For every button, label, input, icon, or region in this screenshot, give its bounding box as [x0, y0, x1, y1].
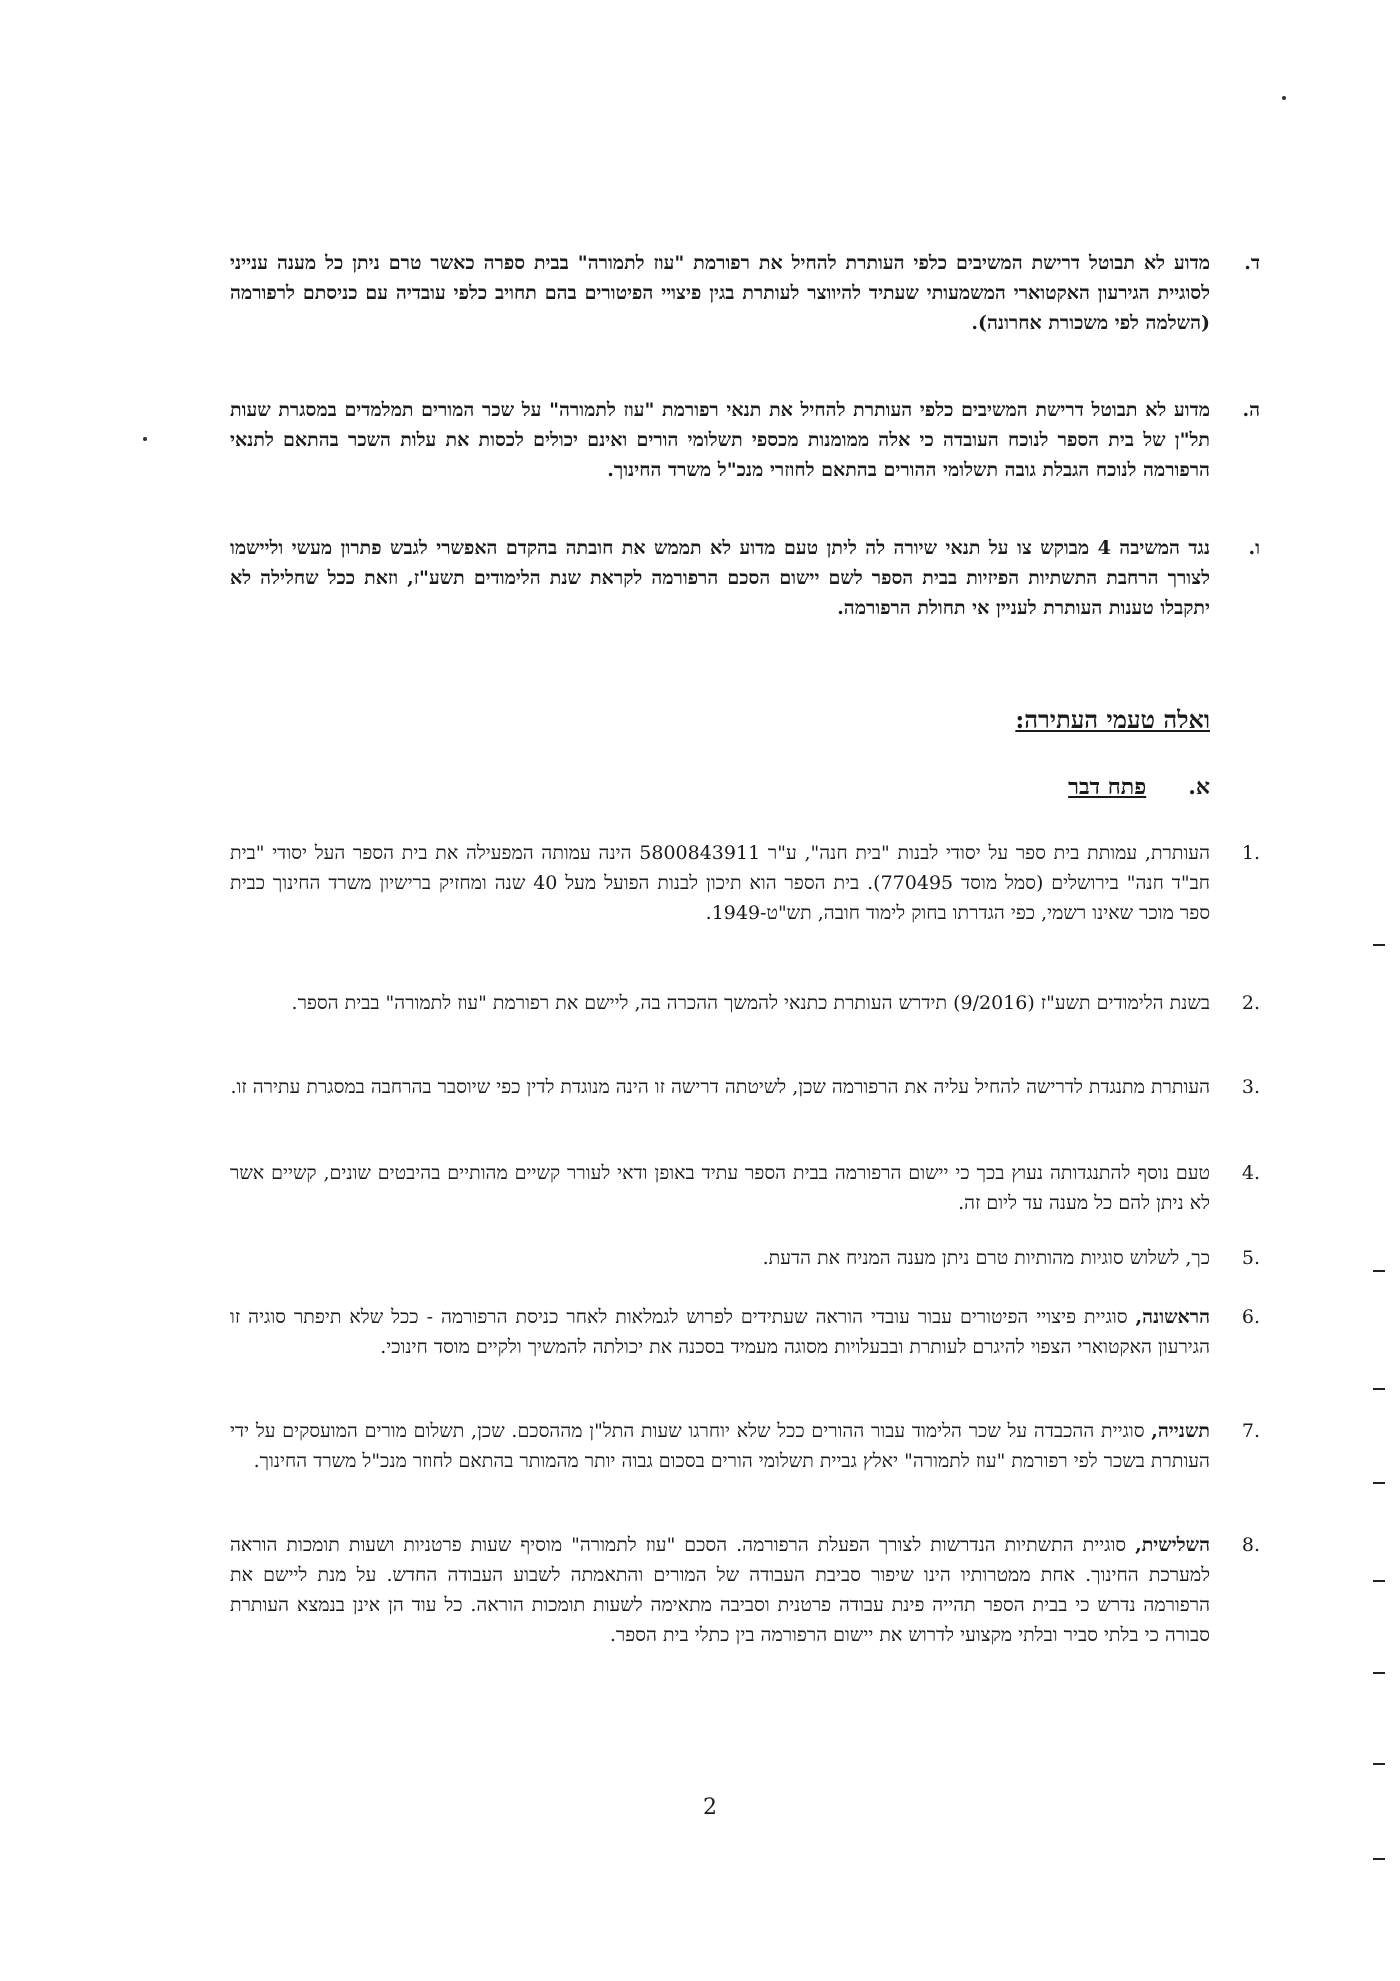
section-heading [1068, 774, 1210, 800]
margin-tick [1373, 1672, 1385, 1674]
main-heading: ואלה טעמי העתירה: [1015, 705, 1210, 734]
scan-speck [1282, 96, 1286, 100]
paragraph-lead: הראשונה, [1135, 1306, 1210, 1328]
paragraph-number: .4 [1241, 1162, 1260, 1184]
margin-tick [1373, 944, 1385, 946]
margin-tick [1373, 1388, 1385, 1390]
paragraph [230, 1158, 1260, 1218]
paragraph [230, 1416, 1260, 1476]
request-item [230, 395, 1260, 485]
paragraph [230, 988, 1260, 1018]
paragraph-text: כך, לשלוש סוגיות מהותיות טרם ניתן מענה המניח את הדעת. [762, 1247, 1210, 1269]
scan-speck [143, 437, 147, 441]
paragraph-text: העותרת מתנגדת לדרישה להחיל עליה את הרפורמה שכן, לשיטתה דרישה זו הינה מנוגדת לדין כפי שיוסבר בהרחבה במסגרת עתירה זו. [230, 1076, 1210, 1098]
request-text: מדוע לא תבוטל דרישת המשיבים כלפי העותרת להחיל את תנאי רפורמת "עוז לתמורה" על שכר המורים תמלמדים במסגרת שעות תל"ן של בית הספר לנוכח העובדה כי אלה ממומנות מכספי תשלומי הורים ואינם יכולים לכסות את עלות השכר בהתאם לתנאי הרפורמה לנוכח הגבלת גובה תשלומי ההורים בהתאם לחוזרי מנכ"ל משרד החינוך. [230, 399, 1210, 481]
request-text: מדוע לא תבוטל דרישת המשיבים כלפי העותרת להחיל את רפורמת "עוז לתמורה" בבית ספרה כאשר טרם ניתן כל מענה ענייני לסוגיית הגירעון האקטוארי המשמעותי שעתיד להיווצר לעותרת בגין פיצויי הפיטורים בהם תחויב כלפי עובדיה עם כניסתם לרפורמה (השלמה לפי משכורת אחרונה). [230, 252, 1210, 334]
paragraph-text: טעם נוסף להתנגדותה נעוץ בכך כי יישום הרפורמה בבית הספר עתיד באופן ודאי לעורר קשיים מהותיים בהיבטים שונים, קשיים אשר לא ניתן להם כל מענה עד ליום זה. [230, 1162, 1210, 1214]
paragraph-number: .6 [1241, 1306, 1260, 1328]
paragraph-text: סוגיית התשתיות הנדרשות לצורך הפעלת הרפורמה. הסכם "עוז לתמורה" מוסיף שעות פרטניות ושעות תומכות הוראה למערכת החינוך. אחת ממטרותיו הינו שיפור סביבת העבודה של המורים והתאמתה לשבוע העבודה החדש. על מנת ליישם את הרפורמה נדרש כי בבית הספר תהייה פינת עבודה פרטנית וסביבה מתאימה לשעות תומכות הוראה. כל עוד הן אינן בנמצא העותרת סבורה כי בלתי סביר ובלתי מקצועי לדרוש את יישום הרפורמה בין כתלי בית הספר. [230, 1534, 1210, 1646]
request-item [230, 533, 1260, 623]
paragraph-text: סוגיית ההכבדה על שכר הלימוד עבור ההורים ככל שלא יוחרגו שעות התל"ן מההסכם. שכן, תשלום מורים המועסקים על ידי העותרת בשכר לפי רפורמת "עוז לתמורה" יאלץ גביית תשלומי הורים בסכום גבוה יותר מהמותר בהתאם לחוזר מנכ"ל משרד החינוך. [230, 1420, 1210, 1472]
paragraph-number: .2 [1241, 992, 1260, 1014]
paragraph-number: .5 [1241, 1247, 1260, 1269]
paragraph-number: .3 [1241, 1076, 1260, 1098]
page-number: 2 [703, 1795, 717, 1820]
paragraph-number: .8 [1241, 1534, 1260, 1556]
section-title: פתח דבר [1068, 774, 1147, 800]
paragraph-text: בשנת הלימודים תשע"ז (9/2016) תידרש העותרת כתנאי להמשך ההכרה בה, ליישם את רפורמת "עוז לתמורה" בבית הספר. [291, 992, 1210, 1014]
paragraph-number: .7 [1241, 1420, 1260, 1442]
paragraph-number: .1 [1241, 842, 1260, 864]
margin-tick [1373, 1763, 1385, 1765]
section-letter: א. [1188, 774, 1210, 800]
request-item [230, 248, 1260, 338]
paragraph [230, 1072, 1260, 1102]
margin-tick [1373, 1858, 1385, 1860]
request-text: נגד המשיבה 4 מבוקש צו על תנאי שיורה לה ליתן טעם מדוע לא תממש את חובתה בהקדם האפשרי לגבש פתרון מעשי וליישמו לצורך הרחבת התשתיות הפיזיות בבית הספר לשם יישום הסכם הרפורמה לקראת שנת הלימודים תשע"ז, וזאת ככל שחלילה לא יתקבלו טענות העותרת לעניין אי תחולת הרפורמה. [230, 537, 1211, 619]
request-marker: ה. [1242, 399, 1260, 421]
paragraph [230, 1302, 1260, 1362]
margin-tick [1373, 1580, 1385, 1582]
request-marker: ו. [1248, 537, 1260, 559]
paragraph-lead: תשנייה, [1151, 1420, 1210, 1442]
paragraph-text: סוגיית פיצויי הפיטורים עבור עובדי הוראה שעתידים לפרוש לגמלאות לאחר כניסת הרפורמה - ככל שלא תיפתר סוגיה זו הגירעון האקטוארי הצפוי להיגרם לעותרת ובבעלויות מסוגה מעמיד בסכנה את יכולתה להמשיך ולקיים מוסד חינוכי. [230, 1306, 1210, 1358]
paragraph [230, 838, 1260, 928]
margin-tick [1373, 1482, 1385, 1484]
paragraph-lead: השלישית, [1135, 1534, 1210, 1556]
paragraph-text: העותרת, עמותת בית ספר על יסודי לבנות "בית חנה", ע"ר 5800843911 הינה עמותה המפעילה את בית הספר העל יסודי "בית חב"ד חנה" בירושלים (סמל מוסד 770495). בית הספר הוא תיכון לבנות הפועל מעל 40 שנה ומחזיק ברישיון משרד החינוך כבית ספר מוכר שאינו רשמי, כפי הגדרתו בחוק לימוד חובה, תש"ט-1949. [230, 842, 1211, 924]
paragraph [230, 1243, 1260, 1273]
paragraph [230, 1530, 1260, 1650]
margin-tick [1373, 1270, 1385, 1272]
request-marker: ד. [1244, 252, 1260, 274]
